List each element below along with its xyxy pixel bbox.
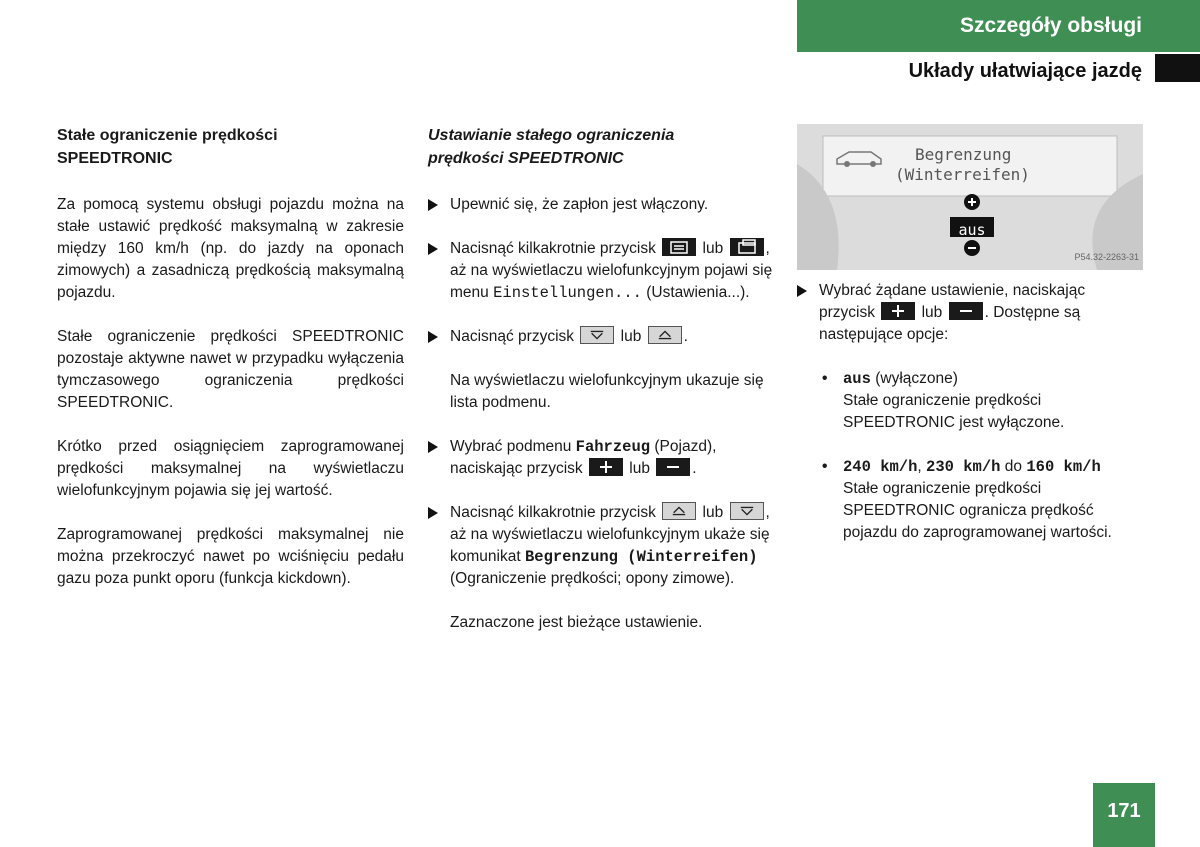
instruction-step — [428, 502, 774, 590]
down-button-icon — [730, 502, 764, 520]
step-text: , aż na wyświetlaczu wielofunkcyjnym pojawi się menu — [450, 240, 773, 301]
menu-name: Einstellungen... — [493, 284, 642, 302]
down-button-icon — [580, 326, 614, 344]
option-item-off — [819, 368, 1143, 434]
figure-reference-code: P54.32-2263-31 — [1074, 252, 1139, 262]
step-text: (Ustawienia...). — [646, 284, 750, 301]
option-label: do — [1004, 458, 1023, 475]
step-text: Wybrać podmenu — [450, 438, 572, 455]
step-arrow-icon — [428, 243, 438, 255]
step-note: Zaznaczone jest bieżące ustawienie. — [450, 614, 703, 631]
step-text: Upewnić się, że zapłon jest włączony. — [450, 196, 709, 213]
step-text: , aż na wyświetlaczu wielofunkcyjnym ukaże się komunikat — [450, 504, 770, 565]
display-message: Begrenzung (Winterreifen) — [524, 548, 758, 566]
option-value: 160 km/h — [1026, 458, 1101, 476]
heading-line2: SPEEDTRONIC — [57, 150, 173, 167]
paragraph: Stałe ograniczenie prędkości SPEEDTRONIC pozostaje aktywne nawet w przypadku wyłączenia tymczasowego ograniczenia prędkości SPEEDTRONIC. — [57, 328, 404, 411]
option-item-speeds — [819, 456, 1143, 544]
option-label: (wyłączone) — [875, 370, 958, 387]
step-text: lub — [629, 460, 650, 477]
plus-button-icon — [589, 458, 623, 476]
step-text: Wybrać żądane ustawienie, naciskając przycisk — [819, 282, 1086, 321]
heading-setting — [428, 124, 774, 170]
step-text: Nacisnąć kilkakrotnie przycisk — [450, 240, 656, 257]
step-text: . — [683, 328, 688, 345]
step-text: Nacisnąć kilkakrotnie przycisk — [450, 504, 656, 521]
instruction-step — [428, 238, 774, 304]
heading-line2: prędkości SPEEDTRONIC — [428, 150, 624, 167]
column-middle — [428, 124, 774, 656]
step-arrow-icon — [428, 331, 438, 343]
up-button-icon — [662, 502, 696, 520]
page-number: 171 — [1093, 783, 1155, 847]
minus-button-icon — [656, 458, 690, 476]
column-right — [797, 124, 1143, 566]
bullet-dot: • — [822, 458, 828, 475]
section-header: Szczegóły obsługi — [797, 0, 1200, 52]
step-text: lub — [702, 504, 724, 521]
option-value: aus — [843, 370, 871, 388]
option-value: 230 km/h — [926, 458, 1001, 476]
step-text: lub — [620, 328, 642, 345]
instruction-step — [428, 436, 774, 480]
heading-line1: Ustawianie stałego ograniczenia — [428, 127, 675, 144]
heading-line1: Stałe ograniczenie prędkości — [57, 127, 278, 144]
instruction-step — [428, 194, 774, 216]
option-value: 240 km/h — [843, 458, 918, 476]
step-text: lub — [921, 304, 943, 321]
step-text: (Pojazd), naciskając przycisk — [450, 438, 717, 477]
subsection-title: Układy ułatwiające jazdę — [908, 60, 1142, 82]
paragraph: Zaprogramowanej prędkości maksymalnej nie można przekroczyć nawet po wciśnięciu pedału gazu poza punkt oporu (funkcja kickdown). — [57, 526, 404, 587]
instruction-step — [428, 326, 774, 348]
step-text: Nacisnąć przycisk — [450, 328, 575, 345]
separator: , — [917, 458, 922, 475]
step-note: Na wyświetlaczu wielofunkcyjnym ukazuje się lista podmenu. — [450, 372, 764, 411]
display-next-button-icon — [662, 238, 696, 256]
step-arrow-icon — [428, 507, 438, 519]
step-text: . — [692, 460, 697, 477]
menu-name: Fahrzeug — [575, 438, 651, 456]
step-arrow-icon — [428, 199, 438, 211]
option-description: Stałe ograniczenie prędkości SPEEDTRONIC jest wyłączone. — [843, 392, 1065, 431]
option-description: Stałe ograniczenie prędkości SPEEDTRONIC ogranicza prędkość pojazdu do zaprogramowanej wartości. — [843, 480, 1112, 541]
section-tab-marker — [1155, 54, 1200, 82]
up-button-icon — [648, 326, 682, 344]
step-text: (Ograniczenie prędkości; opony zimowe). — [450, 570, 735, 587]
instrument-display-illustration — [797, 124, 1143, 270]
plus-button-icon — [881, 302, 915, 320]
paragraph: Krótko przed osiągnięciem zaprogramowanej prędkości maksymalnej na wyświetlaczu wielofunkcyjnym pojawia się jej wartość. — [57, 438, 404, 499]
instruction-step — [797, 280, 1143, 346]
step-text: lub — [702, 240, 724, 257]
minus-button-icon — [949, 302, 983, 320]
heading-speedtronic — [57, 124, 404, 170]
display-line2: (Winterreifen) — [895, 165, 1030, 184]
column-left — [57, 124, 404, 612]
step-arrow-icon — [428, 441, 438, 453]
step-arrow-icon — [797, 285, 807, 297]
bullet-dot: • — [822, 370, 828, 387]
display-line1: Begrenzung — [915, 145, 1012, 164]
display-value: aus — [958, 221, 986, 239]
paragraph: Za pomocą systemu obsługi pojazdu można na stałe ustawić prędkość maksymalną w zakresie między 160 km/h (np. do jazdy na oponach zimowych) a zasadniczą prędkością maksymalną pojazdu. — [57, 196, 404, 301]
step-text: . Dostępne są następujące opcje: — [819, 304, 1081, 343]
display-prev-button-icon — [730, 238, 764, 256]
